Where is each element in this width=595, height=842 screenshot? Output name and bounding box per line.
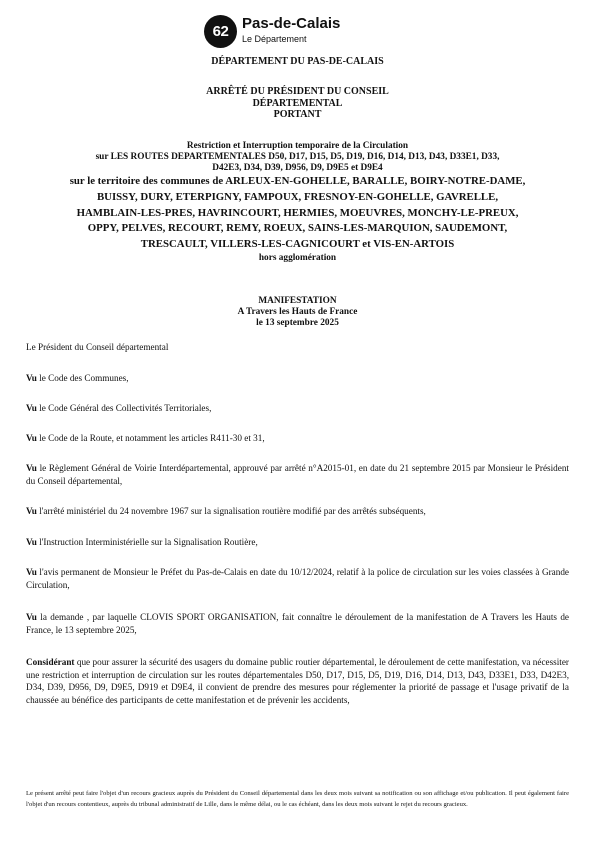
vu-text: le Règlement Général de Voirie Interdépartemental, approuvé par arrêté n°A2015-01, en date du 21 septembre 2015 par Monsieur le Président du Conseil départemental,	[26, 463, 569, 486]
logo-name: Pas-de-Calais	[242, 15, 341, 32]
arrete-title-line2: DÉPARTEMENTAL	[252, 97, 343, 109]
vu-label: Vu	[26, 433, 37, 443]
vu-text: le Code Général des Collectivités Territoriales,	[36, 403, 212, 413]
considerant-label: Considérant	[26, 657, 75, 667]
subject-line9: hors agglomération	[258, 252, 337, 263]
subject-line7: OPPY, PELVES, RECOURT, REMY, ROEUX, SAINS-LES-MARQUION, SAUDEMONT,	[87, 222, 508, 235]
department-logo	[204, 15, 364, 49]
vu-label: Vu	[26, 403, 37, 413]
vu-label: Vu	[26, 567, 37, 577]
subject-line3: D42E3, D34, D39, D956, D9, D9E5 et D9E4	[212, 163, 383, 173]
vu-paragraph-3	[26, 432, 569, 445]
department-heading: DÉPARTEMENT DU PAS-DE-CALAIS	[211, 56, 384, 67]
vu-text: le Code de la Route, et notamment les articles R411-30 et 31,	[36, 433, 265, 443]
vu-paragraph-2	[26, 402, 569, 415]
logo-badge: 62	[204, 15, 237, 48]
vu-paragraph-7	[26, 566, 569, 591]
vu-label: Vu	[26, 506, 37, 516]
vu-text: la demande , par laquelle CLOVIS SPORT ORGANISATION, fait connaître le déroulement de la manifestation de A Travers les Hauts de France, le 13 septembre 2025,	[26, 612, 569, 635]
vu-label: Vu	[26, 463, 37, 473]
logo-subtitle: Le Département	[242, 34, 307, 44]
event-name: A Travers les Hauts de France	[237, 307, 358, 317]
vu-paragraph-1	[26, 372, 569, 385]
subject-line4: sur le territoire des communes de ARLEUX-EN-GOHELLE, BARALLE, BOIRY-NOTRE-DAME,	[69, 175, 526, 187]
vu-text: l'Instruction Interministérielle sur la Signalisation Routière,	[36, 537, 258, 547]
vu-label: Vu	[26, 373, 37, 383]
vu-label: Vu	[26, 612, 37, 622]
vu-paragraph-8	[26, 611, 569, 636]
vu-paragraph-5	[26, 505, 569, 518]
arrete-title-line3: PORTANT	[273, 109, 322, 121]
considerant-paragraph	[26, 656, 569, 706]
event-type: MANIFESTATION	[258, 296, 337, 306]
vu-text: l'avis permanent de Monsieur le Préfet du Pas-de-Calais en date du 10/12/2024, relatif à la police de circulation sur les voies classées à Grande Circulation,	[26, 567, 569, 590]
subject-line8: TRESCAULT, VILLERS-LES-CAGNICOURT et VIS-EN-ARTOIS	[140, 238, 455, 251]
event-block	[26, 296, 569, 329]
event-date: le 13 septembre 2025	[256, 318, 339, 328]
subject-line1: Restriction et Interruption temporaire de la Circulation	[186, 141, 409, 151]
arrete-title	[26, 86, 569, 121]
vu-text: l'arrêté ministériel du 24 novembre 1967 sur la signalisation routière modifié par des arrêtés subséquents,	[36, 506, 426, 516]
arrete-subject	[26, 141, 569, 264]
arrete-title-line1: ARRÊTÉ DU PRÉSIDENT DU CONSEIL	[206, 86, 389, 97]
intro-paragraph: Le Président du Conseil départemental	[26, 342, 169, 352]
subject-line5: BUISSY, DURY, ETERPIGNY, FAMPOUX, FRESNOY-EN-GOHELLE, GAVRELLE,	[96, 190, 499, 203]
vu-paragraph-6	[26, 536, 569, 549]
legal-notice-footer: Le présent arrêté peut faire l'objet d'un recours gracieux auprès du Président du Conseil départemental dans les deux mois suivant sa notification ou son affichage et/ou publication. Il peut également faire l'objet d'un recours contentieux, auprès du tribunal administratif de Lille, dans le même délai, ou le cas échéant, dans les deux mois suivant le rejet du recours gracieux.	[26, 790, 569, 808]
considerant-text: que pour assurer la sécurité des usagers du domaine public routier départemental, le déroulement de cette manifestation, va nécessiter une restriction et interruption de circulation sur les routes départementales D50, D17, D15, D5, D19, D16, D14, D13, D43, D33E1, D33, D42E3, D34, D39, D956, D9, D9E5, D919 et D9E4, il convient de prendre des mesures pour réglementer la priorité de passage et l'usage privatif de la chaussée au bénéfice des participants de cette manifestation et de prévenir les accidents,	[26, 657, 569, 705]
subject-line2: sur LES ROUTES DEPARTEMENTALES D50, D17, D15, D5, D19, D16, D14, D13, D43, D33E1, D33,	[95, 152, 500, 162]
vu-text: le Code des Communes,	[36, 373, 129, 383]
subject-line6: HAMBLAIN-LES-PRES, HAVRINCOURT, HERMIES, MOEUVRES, MONCHY-LE-PREUX,	[76, 206, 519, 219]
vu-label: Vu	[26, 537, 37, 547]
vu-paragraph-4	[26, 462, 569, 487]
